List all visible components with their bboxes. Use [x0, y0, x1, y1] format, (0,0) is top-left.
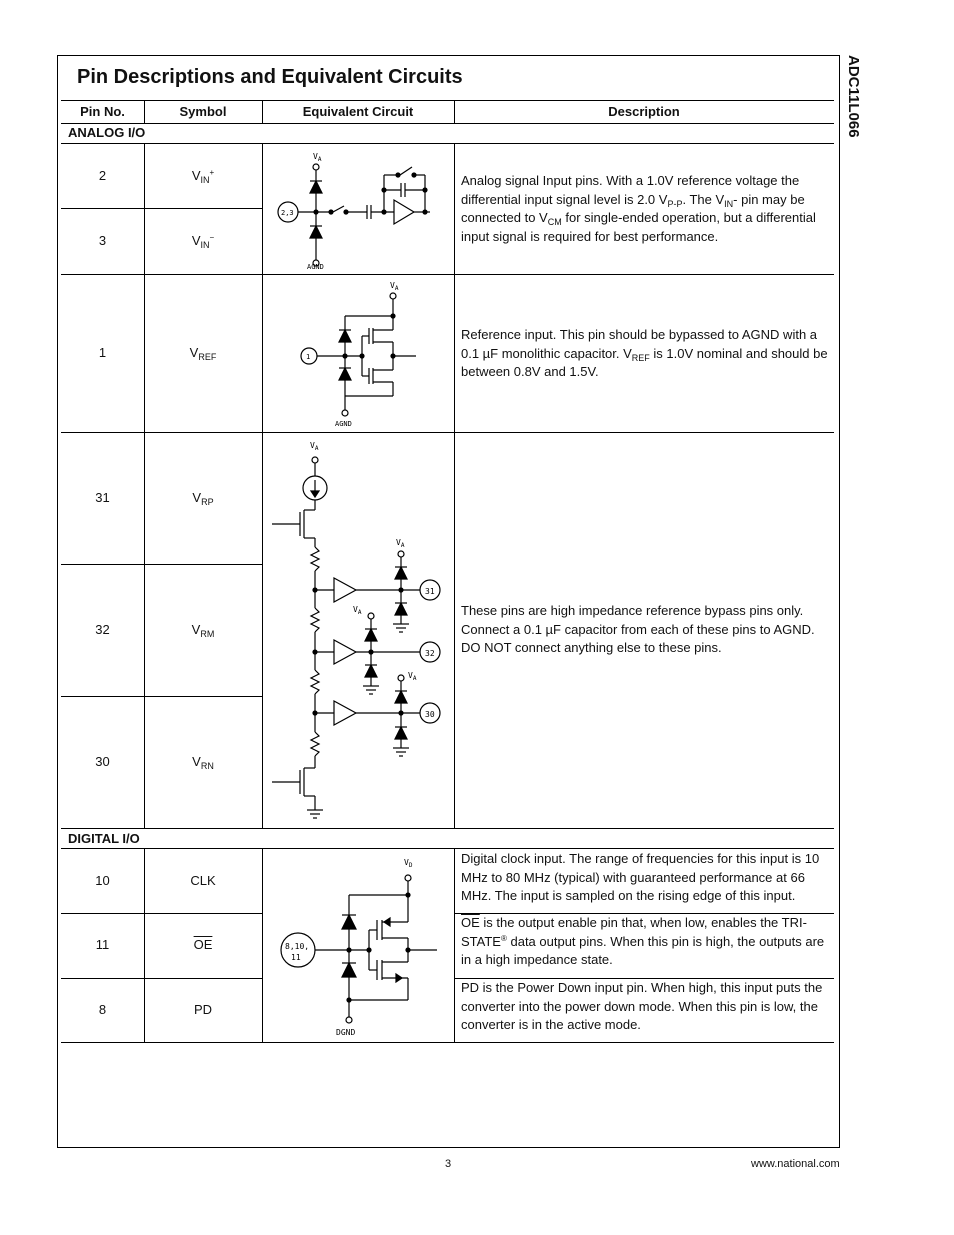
amplifier-icon — [334, 640, 356, 664]
analog-input-circuit — [262, 143, 454, 274]
pin-symbol: $V_{RM}$ — [191, 622, 215, 639]
rule — [61, 100, 834, 101]
resistor-icon — [311, 670, 319, 694]
dgnd-label: DGND — [336, 1028, 356, 1037]
pin-number: 3 — [98, 233, 107, 248]
agnd-label: AGND — [335, 420, 352, 428]
pin-symbol: $V_{IN}^-$ — [191, 233, 215, 250]
rule — [61, 564, 263, 565]
pin-number: 31 — [95, 490, 110, 505]
rule — [61, 208, 263, 209]
va-label: $V_A$ — [313, 152, 322, 163]
pin-number: 32 — [95, 622, 110, 637]
pin-symbol: $V_{IN}^+$ — [191, 168, 215, 185]
diode-icon — [339, 368, 351, 380]
vd-label: $V_D$ — [404, 858, 413, 869]
diode-icon — [342, 915, 356, 929]
svg-text:32: 32 — [425, 649, 435, 658]
digital-input-circuit — [262, 848, 454, 1042]
rule — [61, 123, 834, 124]
pin-number: 30 — [95, 754, 110, 769]
rule — [454, 848, 455, 1042]
page-title: Pin Descriptions and Equivalent Circuits — [77, 66, 463, 88]
switch-icon — [333, 206, 344, 212]
pin-symbol: PD — [193, 1002, 213, 1017]
pin-number: 1 — [98, 345, 107, 360]
section-analog: ANALOG I/O — [68, 125, 146, 140]
section-digital: DIGITAL I/O — [68, 831, 140, 846]
description-oe: $\overline{OE}$ is the output enable pin that, when low, enables the TRI-STATE® data output pins. When this pin is high, the outputs are in a high impedance state. — [461, 915, 825, 968]
rule — [61, 828, 834, 829]
part-number-title: ADC11L066 — [845, 55, 862, 138]
resistor-icon — [311, 608, 319, 632]
col-header-circuit: Equivalent Circuit — [302, 104, 414, 119]
switch-icon — [400, 167, 412, 175]
diode-icon — [395, 727, 407, 739]
col-header-symbol: Symbol — [179, 104, 227, 119]
va-label: $V_A$ — [396, 538, 405, 549]
description-clk: Digital clock input. The range of frequencies for this input is 10 MHz to 80 MHz (typical) with guaranteed performance at 66 MHz. The input is sampled on the rising edge of this input. — [461, 851, 820, 904]
reference-ladder-circuit — [262, 432, 454, 828]
va-label: $V_A$ — [408, 671, 417, 682]
rule — [454, 143, 455, 828]
diode-icon — [365, 665, 377, 677]
va-label: $V_A$ — [390, 281, 399, 292]
pin-symbol: $\overline{OE}$ — [193, 937, 213, 952]
rule — [61, 696, 263, 697]
rule — [61, 913, 263, 914]
pin-symbol: $V_{RN}$ — [192, 754, 214, 771]
pin-symbol: $V_{RP}$ — [192, 490, 214, 507]
col-header-pin: Pin No. — [80, 104, 125, 119]
rule — [61, 978, 263, 979]
amplifier-icon — [334, 578, 356, 602]
resistor-icon — [311, 732, 319, 756]
description-analog-input: Analog signal Input pins. With a 1.0V reference voltage the differential input signal level is 2.0 $V_{P-P}$. The $V_{IN}-$ pin may be connected to $V_{CM}$ for single-ended operation, but a differential input signal is required for best performance. — [461, 173, 816, 244]
description-bypass: These pins are high impedance reference bypass pins only. Connect a 0.1 µF capacitor from each of these pins to AGND. DO NOT connect anything else to these pins. — [461, 603, 815, 656]
svg-text:8,10,: 8,10, — [285, 942, 310, 951]
svg-text:2,3: 2,3 — [281, 209, 294, 217]
diode-icon — [339, 330, 351, 342]
diode-icon — [365, 629, 377, 641]
svg-text:31: 31 — [425, 587, 435, 596]
resistor-icon — [311, 547, 319, 571]
diode-icon — [310, 181, 322, 193]
diode-icon — [395, 603, 407, 615]
rule — [61, 1042, 834, 1043]
col-header-description: Description — [608, 104, 680, 119]
pin-number: 2 — [98, 168, 107, 183]
va-label: $V_A$ — [310, 441, 319, 452]
diode-icon — [395, 691, 407, 703]
pin-symbol: $V_{REF}$ — [189, 345, 217, 362]
svg-text:1: 1 — [306, 353, 311, 361]
svg-text:11: 11 — [291, 953, 301, 962]
pin-number: 11 — [95, 937, 110, 952]
agnd-label: AGND — [307, 263, 324, 271]
diode-icon — [342, 963, 356, 977]
amplifier-icon — [334, 701, 356, 725]
description-vref: Reference input. This pin should be bypassed to AGND with a 0.1 µF monolithic capacitor. $V_{REF}$ is 1.0V nominal and should be between 0.8V and 1.5V. — [461, 327, 828, 380]
description-pd: PD is the Power Down input pin. When high, this input puts the converter into the power down mode. When this pin is low, the converter is in the active mode. — [461, 980, 823, 1033]
page-number: 3 — [445, 1158, 452, 1170]
pin-number: 10 — [95, 873, 110, 888]
vref-circuit — [262, 274, 454, 432]
website-link[interactable]: www.national.com — [751, 1158, 840, 1170]
amplifier-icon — [394, 200, 414, 224]
pin-symbol: CLK — [190, 873, 216, 888]
pin-number: 8 — [98, 1002, 107, 1017]
diode-icon — [310, 226, 322, 238]
va-label: $V_A$ — [353, 605, 362, 616]
diode-icon — [395, 567, 407, 579]
svg-text:30: 30 — [425, 710, 435, 719]
